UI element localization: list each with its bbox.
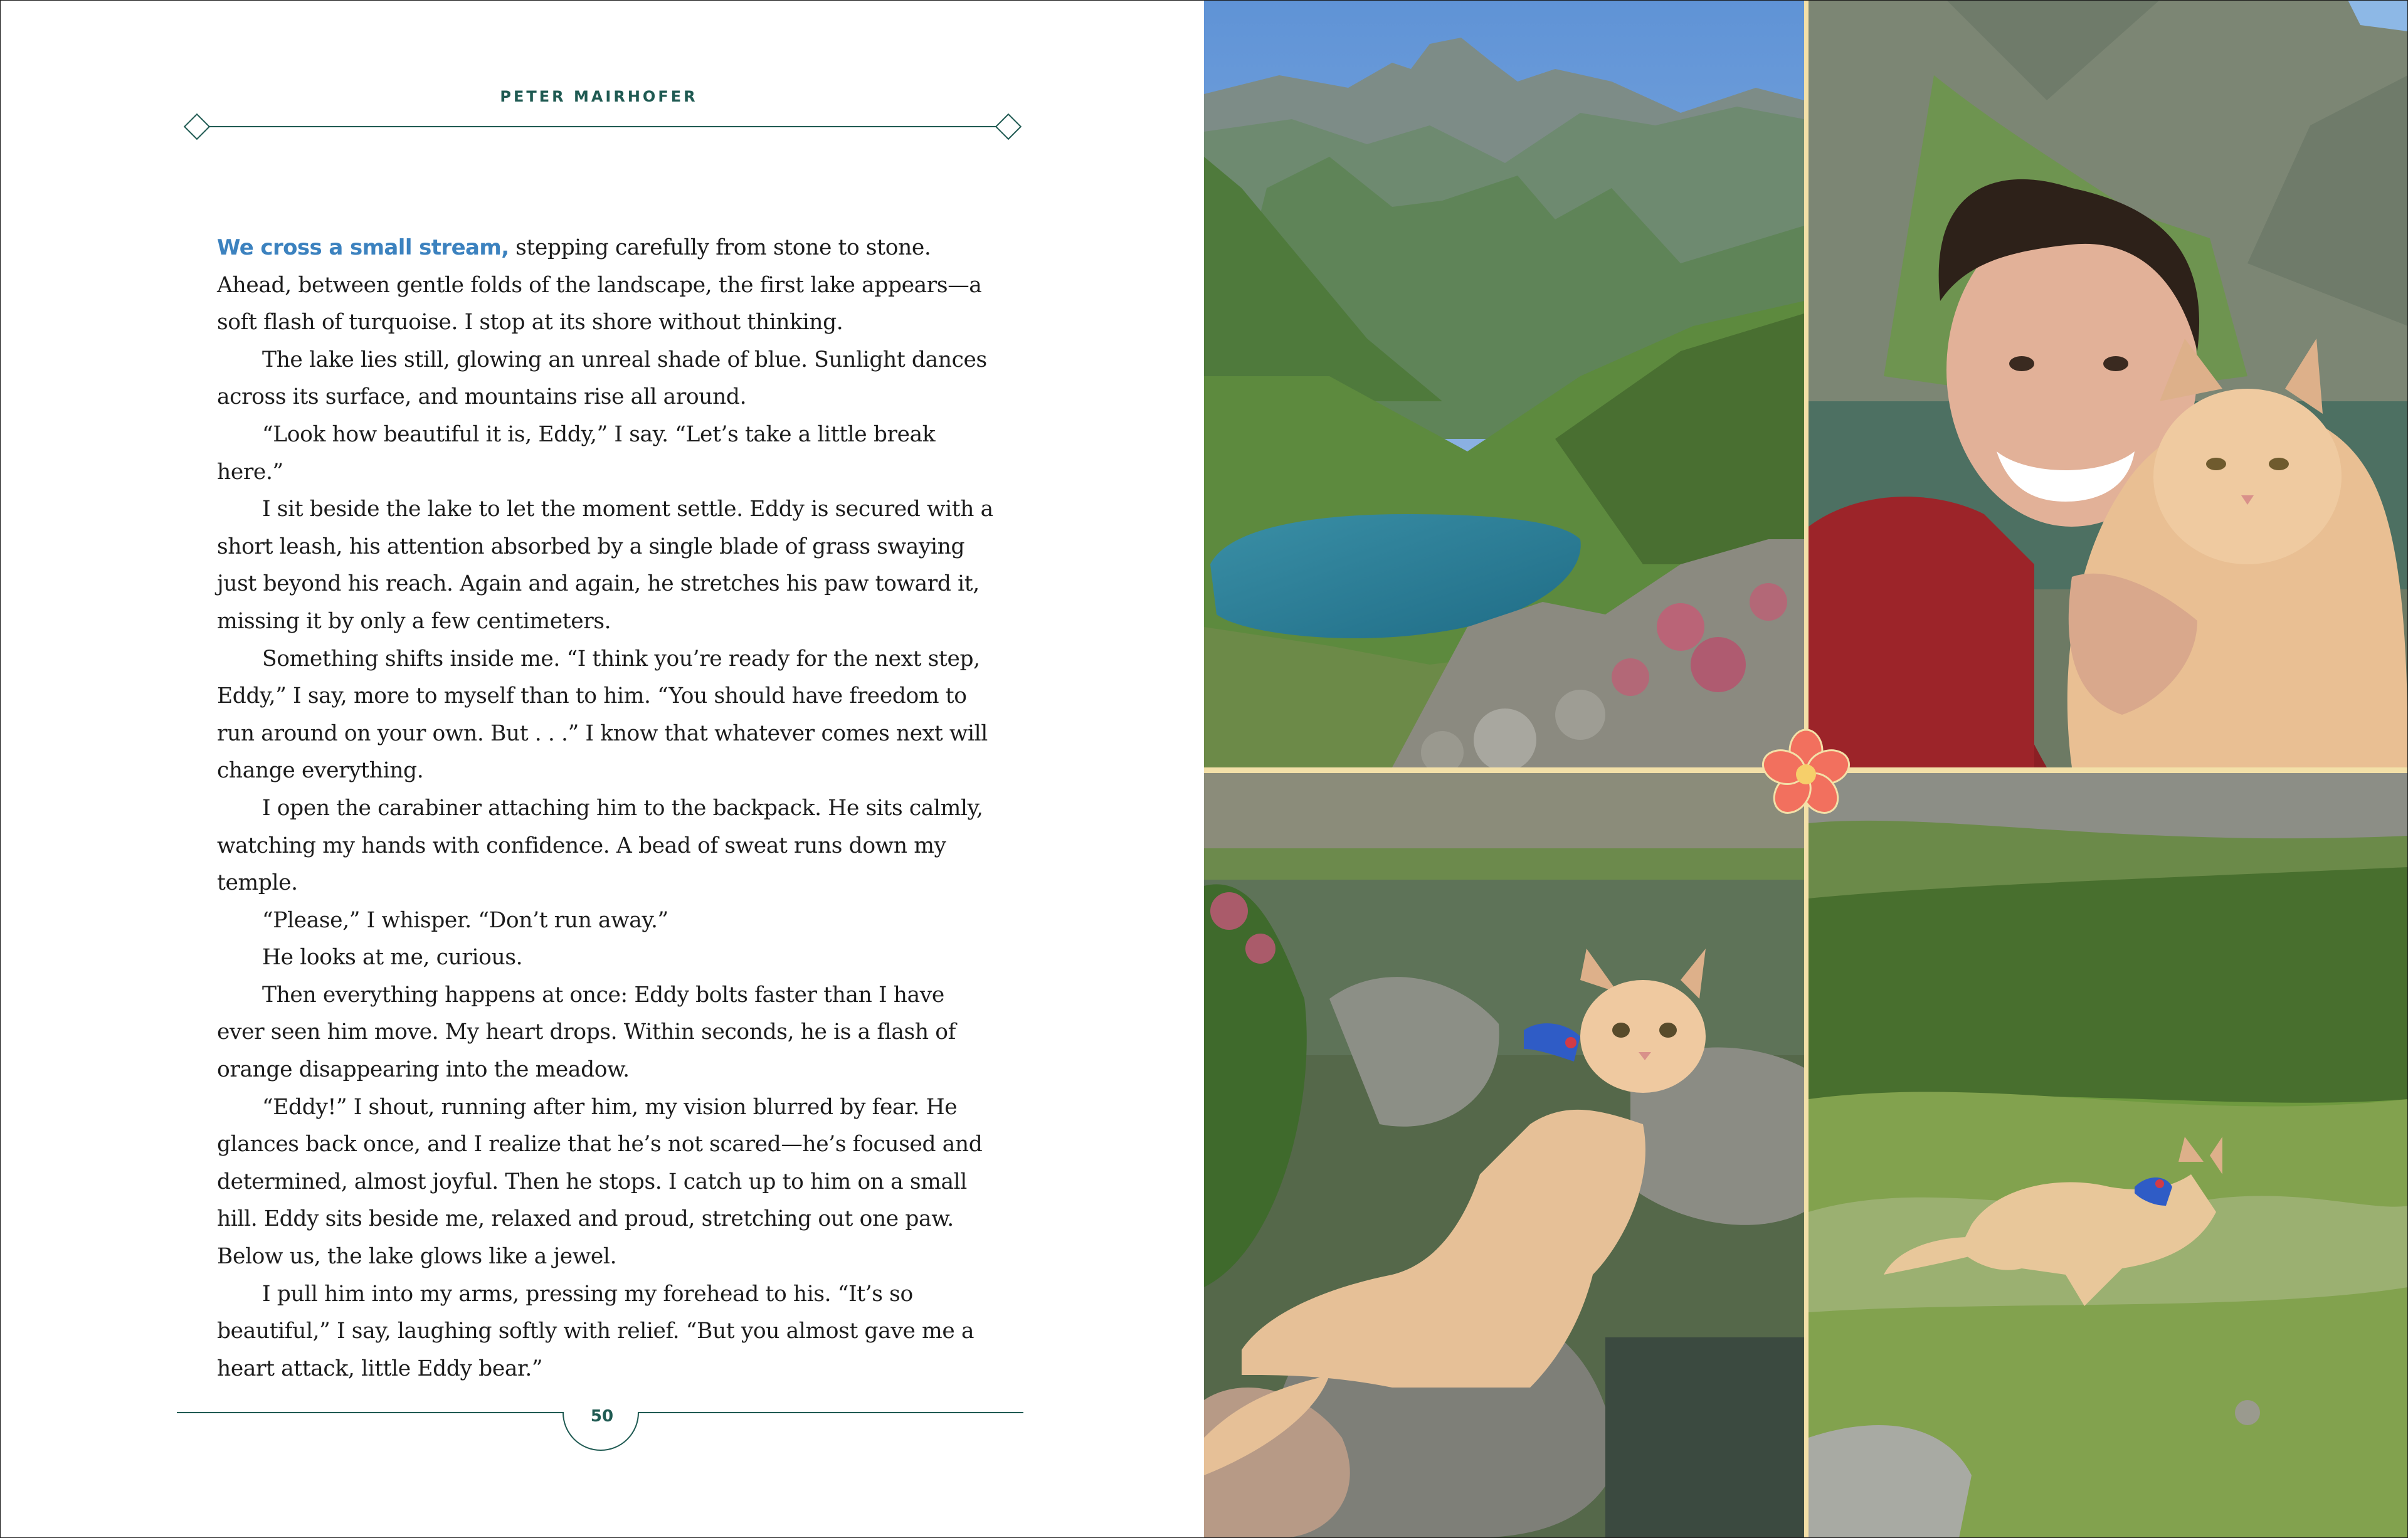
- paragraph: Then everything happens at once: Eddy bolts faster than I have ever seen him move. My heart drops. Within seconds, he is a flash of orange disappearing into the meadow.: [217, 982, 956, 1083]
- paragraph: “Eddy!” I shout, running after him, my vision blurred by fear. He glances back once, and I realize that he’s not scared—he’s focused and determined, almost joyful. Then he stops. I catch up to him on a small hill. Eddy sits beside me, relaxed and proud, stretching out one paw. Below us, the lake glows like a jewel.: [217, 1094, 983, 1270]
- paragraph: I open the carabiner attaching him to the backpack. He sits calmly, watching my hands with confidence. A bead of sweat runs down my temple.: [217, 795, 983, 896]
- photo-cat-on-rock: [1204, 773, 1804, 1538]
- paragraph: [217, 229, 995, 342]
- photo-alpine-lake: [1204, 0, 1804, 767]
- running-head: PETER MAIRHOFER: [500, 88, 698, 105]
- page-number: 50: [590, 1407, 614, 1426]
- paragraph: I pull him into my arms, pressing my forehead to his. “It’s so beautiful,” I say, laughing softly with relief. “But you almost gave me a heart attack, little Eddy bear.”: [217, 1281, 974, 1381]
- flower-icon: [1759, 727, 1853, 821]
- paragraph: He looks at me, curious.: [262, 945, 523, 971]
- paragraph: The lake lies still, glowing an unreal shade of blue. Sunlight dances across its surface, and mountains rise all around.: [217, 347, 987, 410]
- photo-selfie-with-cat: [1809, 0, 2408, 767]
- paragraph-text: stepping carefully from stone to stone. Ahead, between gentle folds of the landscape, the first lake appears—a soft flash of turquoise. I stop at its shore without thinking.: [217, 235, 982, 335]
- body-text: [217, 229, 995, 1388]
- paragraph: Something shifts inside me. “I think you’re ready for the next step, Eddy,” I say, more to myself than to him. “You should have freedom to run around on your own. But . . .” I know that whatever comes next will change everything.: [217, 646, 988, 784]
- header-ornament-rule: [0, 0, 1204, 163]
- lead-in: We cross a small stream,: [217, 235, 509, 260]
- photo-cat-in-meadow: [1809, 773, 2408, 1538]
- paragraph: “Please,” I whisper. “Don’t run away.”: [262, 907, 668, 933]
- paragraph: “Look how beautiful it is, Eddy,” I say. “Let’s take a little break here.”: [217, 421, 936, 485]
- paragraph: I sit beside the lake to let the moment settle. Eddy is secured with a short leash, his attention absorbed by a single blade of grass swaying just beyond his reach. Again and again, he stretches his paw toward it, missing it by only a few centimeters.: [217, 497, 993, 634]
